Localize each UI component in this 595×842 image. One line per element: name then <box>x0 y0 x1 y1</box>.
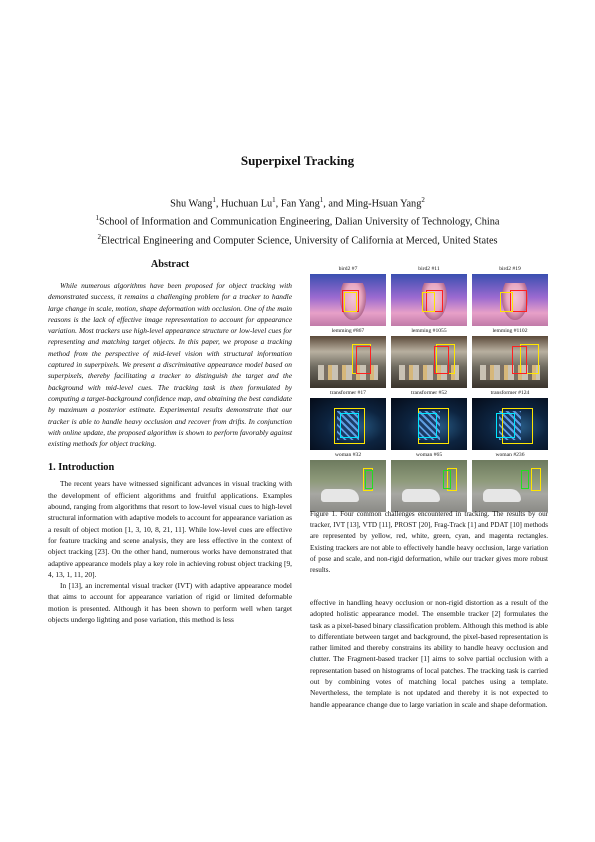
figure-1 <box>310 264 548 512</box>
frame-label: bird2 #11 <box>418 266 440 272</box>
tracker-box <box>531 468 541 491</box>
frame-label: lemming #1102 <box>492 328 528 334</box>
tracker-box <box>365 470 373 489</box>
tracking-frame-image <box>391 460 467 512</box>
tracking-frame-image <box>310 274 386 326</box>
tracking-frame-image <box>391 336 467 388</box>
tracking-frame-image <box>472 274 548 326</box>
abstract-heading: Abstract <box>150 259 190 270</box>
tracker-box <box>344 292 357 312</box>
frame-label: transformer #17 <box>330 390 366 396</box>
tracking-frame-image <box>472 336 548 388</box>
tracker-box <box>356 346 372 374</box>
figure-row <box>310 326 548 388</box>
affil-marker: 1 <box>319 196 324 204</box>
paper-title: Superpixel Tracking <box>240 153 355 168</box>
figure-row <box>310 264 548 326</box>
intro-heading: 1. Introduction <box>48 462 115 474</box>
tracking-frame-image <box>310 336 386 388</box>
frame-label: transformer #124 <box>490 390 530 396</box>
tracking-frame-image <box>310 398 386 450</box>
frame-label: bird2 #19 <box>499 266 521 272</box>
author-name: , Fan Yang <box>275 198 320 210</box>
affil-marker: 2 <box>421 196 425 204</box>
intro-paragraph-3: effective in handling heavy occlusion or non-rigid distortion as a result of the adopted holistic appearance model. The ensemble tracker [2] formulates the task as a pixel-based binary classification problem. Although this method is able to differentiate between target and background, the pixel-based representation is rather limited and thereby constrains its ability to handle heavy occlusion and clutter. The Fragment-based tracker [1] aims to solve partial occlusion with a representation based on histograms of local patches. The tracking task is carried out by combining votes of matching local patches using a template. Nevertheless, the template is not updated and thereby it is not expected to handle appearance change due to large variation in scale and shape deformation. <box>310 598 548 709</box>
tracker-box <box>434 346 450 374</box>
right-column-text <box>310 597 548 710</box>
intro-paragraph-2: In [13], an incremental visual tracker (IVT) with adaptive appearance model that aims to account for appearance variation of rigid or limited deformable motion is presented. Although it has been shown to perform well when target objects undergo lighting and pose variation, this method is less <box>48 581 292 625</box>
tracking-frame-image <box>391 398 467 450</box>
frame-label: bird2 #7 <box>338 266 358 272</box>
tracker-box <box>422 292 435 312</box>
figure-caption: Figure 1. Four common challenges encountered in tracking. The results by our tracker, IVT [13], VTD [11], PROST [20], Frag-Track [1] and PDAT [10] methods are represented by yellow, red, white, green, cyan, and magenta rectangles. Existing trackers are not able to effectively handle heavy occlusion, large variation of pose and scale, and non-rigid deformation, while our tracker gives more robust results. <box>310 510 548 575</box>
frame-label: woman #32 <box>334 452 362 458</box>
intro-paragraph-1: The recent years have witnessed significant advances in visual tracking with the development of efficient algorithms and fruitful applications. Examples abound, ranging from algorithms that resort to low-level visual cues to high-level structural information with adaptive models to account for appearance variation as a result of object motion [1, 3, 10, 8, 21, 11]. While low-level cues are effective for feature tracking and scene analysis, they are less effective in the context of object tracking [23]. On the other hand, numerous works have demonstrated that adaptive appearance models play a key role in achieving robust object tracking [9, 4, 13, 1, 11, 20]. <box>48 479 292 579</box>
tracker-box <box>340 413 359 439</box>
frame-label: lemming #867 <box>331 328 365 334</box>
affiliation-1: $^1$School of Information and Communication Engineering, Dalian University of Technology, China <box>95 214 500 228</box>
tracker-box <box>521 470 529 489</box>
tracker-box <box>443 470 451 489</box>
tracking-frame-image <box>310 460 386 512</box>
frame-label: woman #236 <box>495 452 525 458</box>
author-line <box>0 193 595 211</box>
frame-label: woman #65 <box>415 452 443 458</box>
figure-row <box>310 450 548 512</box>
left-column <box>48 259 292 625</box>
author-name: , Huchuan Lu <box>215 198 273 210</box>
author-block <box>0 193 595 248</box>
tracker-box <box>496 413 515 439</box>
abstract-text: While numerous algorithms have been proposed for object tracking with demonstrated success, it remains a challenging problem for a tracker to handle large change in scale, motion, shape deformation with occlusion. One of the main reasons is the lack of effective image representation to account for appearance variation. Most trackers use high-level appearance structure or low-level cues for representing and matching target objects. In this paper, we propose a tracking method from the perspective of mid-level vision with structural information captured in superpixels. We present a discriminative appearance model based on superpixels, thereby facilitating a tracker to distinguish the target and the background with mid-level cues. The tracking task is then formulated by computing a target-background confidence map, and obtaining the best candidate by maximum a posterior estimate. Experimental results demonstrate that our tracker is able to handle heavy occlusion and recover from drifts. In conjunction with online update, the proposed algorithm is shown to perform favorably against existing methods for object tracking. <box>48 281 292 449</box>
frame-label: transformer #52 <box>411 390 447 396</box>
tracking-frame-image <box>472 460 548 512</box>
affil-marker: 1 <box>212 196 216 204</box>
figure-row <box>310 388 548 450</box>
tracking-frame-image <box>472 398 548 450</box>
frame-label: lemming #1055 <box>411 328 447 334</box>
affil-marker: 1 <box>272 196 276 204</box>
affiliation-2: $^2$Electrical Engineering and Computer Science, University of California at Merced, United States <box>97 232 498 247</box>
tracker-box <box>512 346 528 374</box>
tracker-box <box>418 413 437 439</box>
tracker-box <box>500 292 513 312</box>
tracking-frame-image <box>391 274 467 326</box>
author-name: Shu Wang <box>170 198 213 210</box>
author-name: , and Ming-Hsuan Yang <box>323 198 422 210</box>
